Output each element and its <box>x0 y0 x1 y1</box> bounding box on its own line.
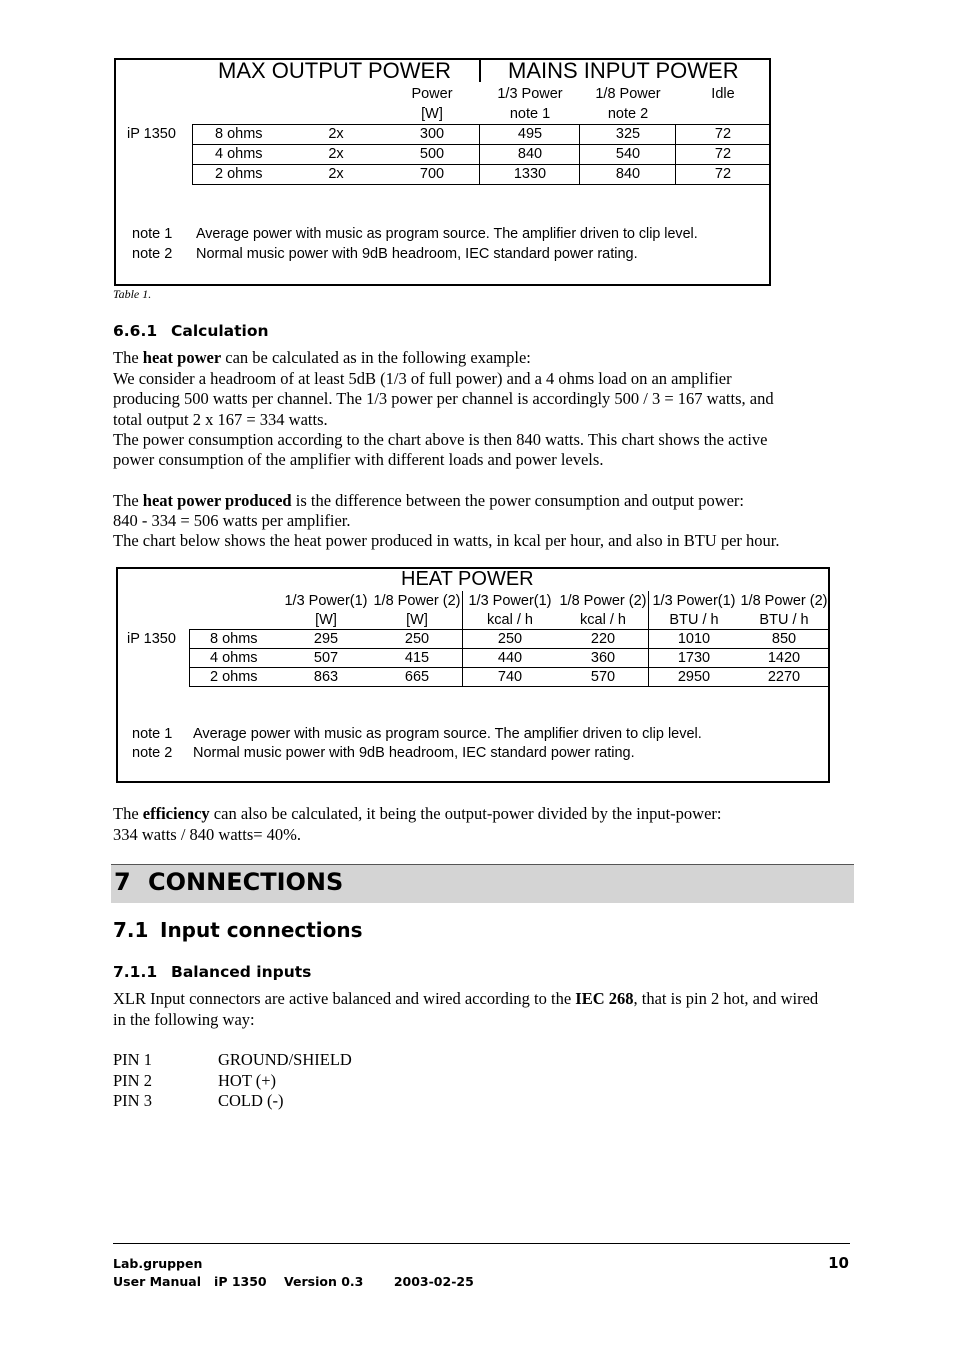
table1-note2-text: Normal music power with 9dB headroom, IEC standard power rating. <box>196 246 638 262</box>
paragraph: The efficiency can also be calculated, it being the output-power divided by the input-power: <box>113 804 722 823</box>
table1-idle: 72 <box>714 126 732 142</box>
table2-header: 1/3 Power(1) <box>652 593 736 609</box>
paragraph-line: in the following way: <box>113 1010 255 1029</box>
table2-header: 1/3 Power(1) <box>468 593 552 609</box>
pin-desc: HOT (+) <box>218 1071 277 1090</box>
footer-manual: User Manual iP 1350 Version 0.3 2003-02-25 <box>113 1274 474 1289</box>
pin-label: PIN 3 <box>113 1091 152 1110</box>
chapter-number: 7 <box>114 868 131 896</box>
table2-header: 1/3 Power(1) <box>284 593 368 609</box>
table1-title-right: MAINS INPUT POWER <box>508 58 739 83</box>
table1-note2-label: note 2 <box>132 246 173 262</box>
paragraph-line: We consider a headroom of at least 5dB (1/3 of full power) and a 4 ohms load on an amplifier <box>113 369 732 388</box>
table1-note1-label: note 1 <box>132 226 173 242</box>
pin-desc: COLD (-) <box>218 1091 284 1110</box>
table1-note1-text: Average power with music as program source. The amplifier driven to clip level. <box>196 226 698 242</box>
subsection-number: 7.1 <box>113 918 149 942</box>
table1-model: iP 1350 <box>127 126 176 142</box>
subsubsection-number: 7.1.1 <box>113 963 158 981</box>
table2-title: HEAT POWER <box>401 568 534 590</box>
table2-model: iP 1350 <box>127 631 176 647</box>
table2-note1-label: note 1 <box>132 726 173 742</box>
table1-power: 500 <box>419 146 445 162</box>
paragraph: The heat power can be calculated as in the following example: <box>113 348 531 367</box>
table1-third: 1330 <box>513 166 547 182</box>
table1-idle: 72 <box>714 146 732 162</box>
table2-cell: 850 <box>771 631 797 647</box>
table2-note1-text: Average power with music as program source. The amplifier driven to clip level. <box>193 726 702 742</box>
table1-third: 840 <box>517 146 543 162</box>
table2-unit: BTU / h <box>669 612 719 628</box>
table1-head-power-unit: [W] <box>421 106 443 122</box>
table2-cell: 863 <box>313 669 339 685</box>
table1-head-idle: Idle <box>711 86 735 102</box>
table1-eighth: 325 <box>615 126 641 142</box>
table1-load: 2 ohms <box>215 166 263 182</box>
pin-desc: GROUND/SHIELD <box>218 1050 352 1069</box>
table1-power: 700 <box>419 166 445 182</box>
table1-head-third-note: note 1 <box>509 106 551 122</box>
table1-idle: 72 <box>714 166 732 182</box>
table2-cell: 665 <box>404 669 430 685</box>
table1-head-third: 1/3 Power <box>497 86 563 102</box>
table2-cell: 507 <box>313 650 339 666</box>
paragraph-line: The chart below shows the heat power produced in watts, in kcal per hour, and also in BTU per hour. <box>113 531 780 550</box>
subsubsection-title: Balanced inputs <box>171 963 312 981</box>
table2-unit: kcal / h <box>580 612 626 628</box>
paragraph-line: 334 watts / 840 watts= 40%. <box>113 825 302 844</box>
paragraph-line: The power consumption according to the chart above is then 840 watts. This chart shows the active <box>113 430 768 449</box>
pin-label: PIN 1 <box>113 1050 152 1069</box>
table1-head-power: Power <box>411 86 453 102</box>
paragraph-line: power consumption of the amplifier with different loads and power levels. <box>113 450 604 469</box>
subsection-title: Input connections <box>160 918 363 942</box>
chapter-title: CONNECTIONS <box>148 868 344 896</box>
table1-ch: 2x <box>328 126 344 142</box>
table2-cell: 1730 <box>677 650 711 666</box>
table2-cell: 740 <box>497 669 523 685</box>
table2-note2-text: Normal music power with 9dB headroom, IEC standard power rating. <box>193 745 635 761</box>
table2-cell: 250 <box>497 631 523 647</box>
table2-load: 4 ohms <box>210 650 258 666</box>
table2-cell: 250 <box>404 631 430 647</box>
table1-load: 8 ohms <box>215 126 263 142</box>
section-heading: Calculation <box>171 322 269 340</box>
paragraph-line: total output 2 x 167 = 334 watts. <box>113 410 328 429</box>
table2-cell: 360 <box>590 650 616 666</box>
table2-cell: 1420 <box>767 650 801 666</box>
table1-head-eighth-note: note 2 <box>607 106 649 122</box>
footer-rule <box>113 1243 850 1244</box>
table2-header: 1/8 Power (2) <box>740 593 828 609</box>
table2-cell: 570 <box>590 669 616 685</box>
paragraph-line: 840 - 334 = 506 watts per amplifier. <box>113 511 351 530</box>
paragraph: XLR Input connectors are active balanced and wired according to the IEC 268, that is pin 2 hot, and wired <box>113 989 819 1008</box>
table2-load: 2 ohms <box>210 669 258 685</box>
table2-unit: BTU / h <box>759 612 809 628</box>
table1-head-eighth: 1/8 Power <box>595 86 661 102</box>
table2-load: 8 ohms <box>210 631 258 647</box>
section-number: 6.6.1 <box>113 322 158 340</box>
table2-cell: 440 <box>497 650 523 666</box>
table2-header: 1/8 Power (2) <box>373 593 461 609</box>
table1-third: 495 <box>517 126 543 142</box>
table2-cell: 295 <box>313 631 339 647</box>
table2-cell: 2950 <box>677 669 711 685</box>
table1-caption: Table 1. <box>113 287 152 301</box>
table1-ch: 2x <box>328 146 344 162</box>
table1-title-left: MAX OUTPUT POWER <box>218 58 452 83</box>
paragraph: The heat power produced is the difference between the power consumption and output power: <box>113 491 745 510</box>
table1-eighth: 840 <box>615 166 641 182</box>
table2-unit: [W] <box>406 612 428 628</box>
table2-unit: [W] <box>315 612 337 628</box>
pin-label: PIN 2 <box>113 1071 152 1090</box>
table2-cell: 2270 <box>767 669 801 685</box>
page-number: 10 <box>828 1254 849 1272</box>
table2-cell: 220 <box>590 631 616 647</box>
table2-note2-label: note 2 <box>132 745 173 761</box>
table1-ch: 2x <box>328 166 344 182</box>
table2-header: 1/8 Power (2) <box>559 593 647 609</box>
table2-cell: 415 <box>404 650 430 666</box>
table2-cell: 1010 <box>677 631 711 647</box>
table2-unit: kcal / h <box>487 612 533 628</box>
table1-eighth: 540 <box>615 146 641 162</box>
footer-company: Lab.gruppen <box>113 1256 203 1271</box>
table1-power: 300 <box>419 126 445 142</box>
table1-load: 4 ohms <box>215 146 263 162</box>
paragraph-line: producing 500 watts per channel. The 1/3 power per channel is accordingly 500 / 3 = 167 watts, and <box>113 389 774 408</box>
